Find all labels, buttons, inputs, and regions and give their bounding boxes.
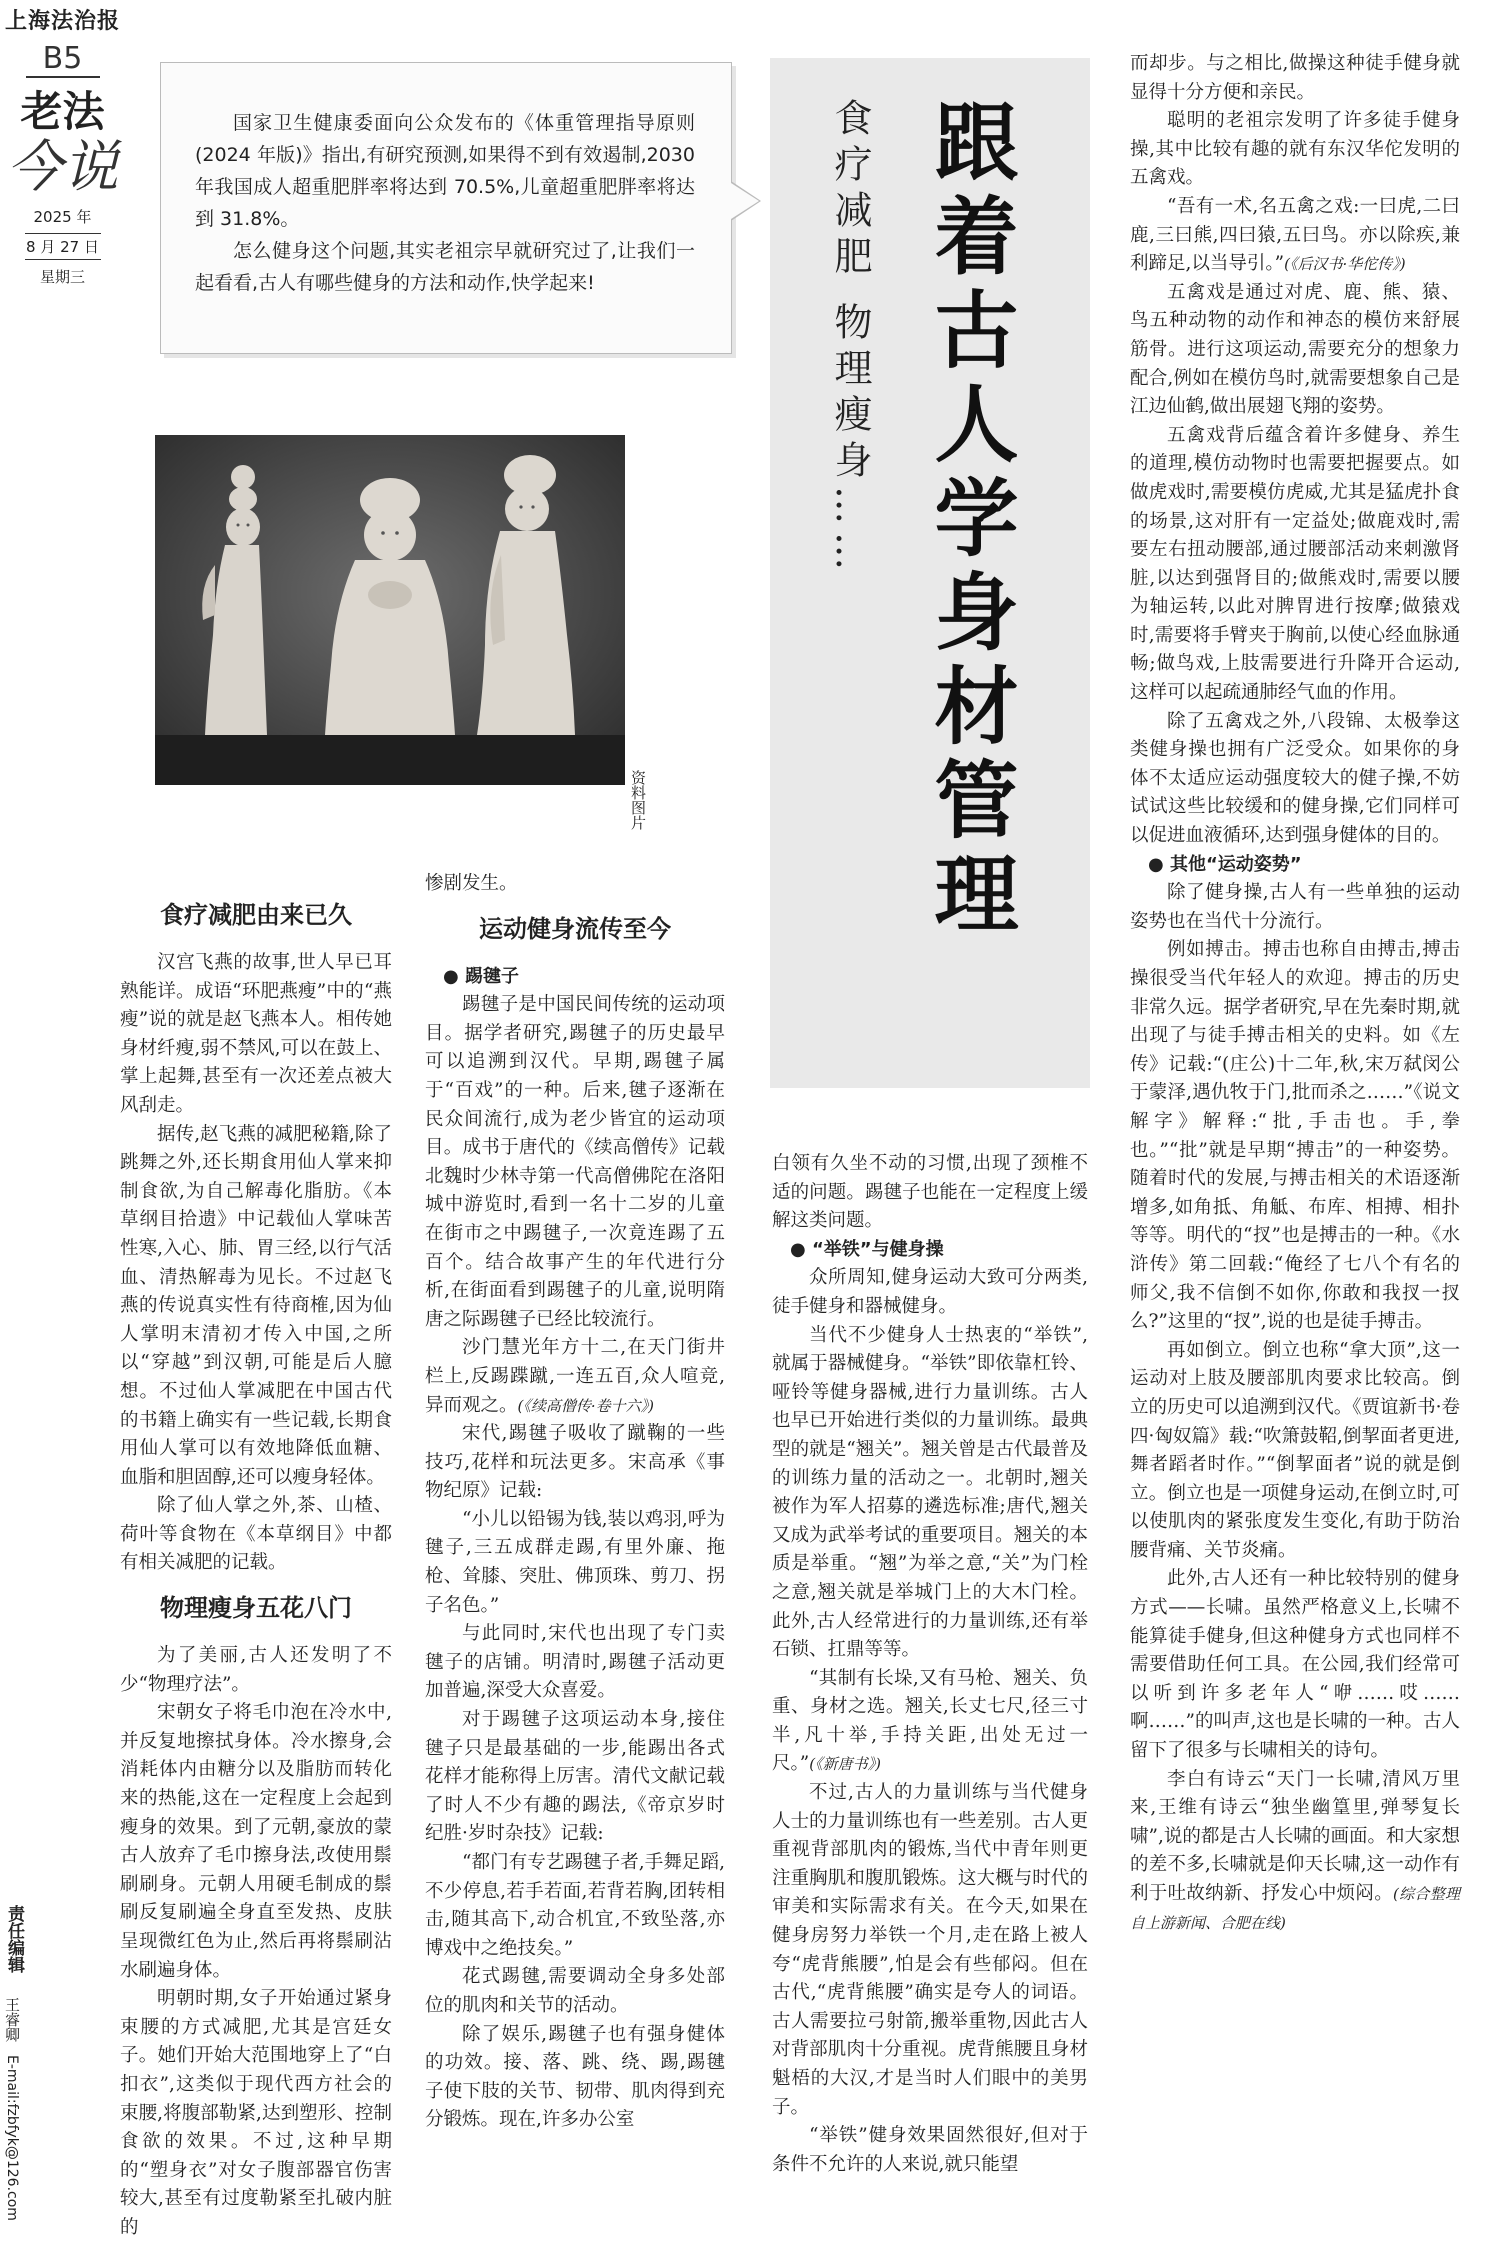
paragraph: 五禽戏背后蕴含着许多健身、养生的道理,模仿动物时也需要把握要点。如做虎戏时,需要模仿虎威,尤其是猛虎扑食的场景,这对肝有一定益处;做鹿戏时,需要左右扭动腰部,通过腰部活动来刺激肾脏,以达到强肾目的;做熊戏时,需要以腰为轴运转,以此对脾胃进行按摩;做猿戏时,需要将手臂夹于胸前,以使心经血脉通畅;做鸟戏,上肢需要进行升降开合运动,这样可以起疏通肺经气血的作用。 (1130, 424, 1460, 704)
paper-name: 上海法治报 (4, 8, 120, 34)
paragraph: 汉宫飞燕的故事,世人早已耳熟能详。成语“环肥燕瘦”中的“燕瘦”说的就是赵飞燕本人。相传她身材纤瘦,弱不禁风,可以在鼓上、掌上起舞,甚至有一次还差点被大风刮走。 (120, 952, 392, 1116)
paragraph: 而却步。与之相比,做操这种徒手健身就显得十分方便和亲民。 (1130, 53, 1460, 103)
paragraph: 聪明的老祖宗发明了许多徒手健身操,其中比较有趣的就有东汉华佗发明的五禽戏。 (1130, 110, 1460, 189)
paragraph: 除了娱乐,踢毽子也有强身健体的功效。接、落、跳、绕、踢,踢毽子使下肢的关节、韧带、肌肉得到充分锻炼。现在,许多办公室 (425, 2023, 725, 2131)
article-column-3 (772, 1150, 1088, 2179)
headline-title: 跟着古人学身材管理 (921, 98, 1020, 944)
subsection-heading: ● 其他“运动姿势” (1148, 853, 1302, 875)
paragraph: “举铁”健身效果固然很好,但对于条件不允许的人来说,就只能望 (772, 2125, 1088, 2175)
paragraph: 花式踢毽,需要调动全身多处部位的肌肉和关节的活动。 (425, 1966, 725, 2016)
paragraph: 与此同时,宋代也出现了专门卖毽子的店铺。明清时,踢毽子活动更加普遍,深受大众喜爱。 (425, 1623, 725, 1702)
section-heading: 运动健身流传至今 (479, 914, 671, 943)
quote-text: “吾有一术,名五禽之戏:一曰虎,二曰鹿,三曰熊,四曰猿,五曰鸟。亦以除疾,兼利蹄足,以当导引。” (1130, 195, 1460, 275)
quote-source: (《续高僧传·卷十六》) (517, 1396, 654, 1415)
figurines-photo (155, 435, 625, 785)
photo-caption: 资料图片 (629, 770, 647, 830)
column-name-line1: 老法 (20, 87, 105, 136)
intro-box (160, 62, 732, 354)
masthead (0, 0, 125, 400)
editor-name: 王睿卿 (3, 1997, 21, 2042)
paragraph: 五禽戏是通过对虎、鹿、熊、猿、鸟五种动物的动作和神态的模仿来舒展筋骨。进行这项运动,需要充分的想象力配合,例如在模仿鸟时,就需要想象自己是江边仙鹤,做出展翅飞翔的姿势。 (1130, 281, 1460, 418)
paragraph: 众所周知,健身运动大致可分两类,徒手健身和器械健身。 (772, 1267, 1088, 1317)
paragraph: 据传,赵飞燕的减肥秘籍,除了跳舞之外,还长期食用仙人掌来抑制食欲,为自己解毒化脂肪。《本草纲目拾遗》中记载仙人掌味苦性寒,入心、肺、胃三经,以行气活血、清热解毒为见长。不过赵飞燕的传说真实性有待商榷,因为仙人掌明末清初才传入中国,之所以“穿越”到汉朝,可能是后人臆想。不过仙人掌减肥在中国古代的书籍上确实有一些记载,长期食用仙人掌可以有效地降低血糖、血脂和胆固醇,还可以瘦身轻体。 (120, 1123, 392, 1488)
subsection-heading: ● 踢毽子 (443, 965, 519, 987)
paragraph: 踢毽子是中国民间传统的运动项目。据学者研究,踢毽子的历史最早可以追溯到汉代。早期,踢毽子属于“百戏”的一种。后来,毽子逐渐在民众间流行,成为老少皆宜的运动项目。成书于唐代的《续高僧传》记载北魏时少林寺第一代高僧佛陀在洛阳城中游览时,看到一名十二岁的儿童在街市之中踢毽子,一次竟连踢了五百个。结合故事产生的年代进行分析,在街面看到踢毽子的儿童,说明隋唐之际踢毽子已经比较流行。 (425, 994, 725, 1330)
date-month-day: 8 月 27 日 (25, 233, 101, 260)
article-column-1 (120, 885, 392, 2243)
quote-text: “小儿以铅锡为钱,装以鸡羽,呼为毽子,三五成群走踢,有里外廉、拖枪、耸膝、突肚、佛顶珠、剪刀、拐子名色。” (425, 1508, 725, 1616)
article-column-4 (1130, 50, 1460, 1937)
quote-text: “都门有专艺踢毽子者,手舞足蹈,不少停息,若手若面,若背若胸,团转相击,随其高下,动合机宜,不致坠落,亦博戏中之绝技矣。” (425, 1852, 725, 1959)
page-number: B5 (26, 41, 100, 78)
quote (425, 1334, 725, 1420)
article-source: (综合整理自上游新闻、合肥在线) (1130, 1885, 1460, 1932)
paragraph: 再如倒立。倒立也称“拿大顶”,这一运动对上肢及腰部肌肉要求比较高。倒立的历史可以追溯到汉代。《贾谊新书·卷四·匈奴篇》载:“吹箫鼓鞀,倒挈面者更进,舞者蹈者时作。”“倒挈面者”说的就是倒立。倒立也是一项健身运动,在倒立时,可以使肌肉的紧张度发生变化,有助于防治腰背痛、关节炎痛。 (1130, 1339, 1460, 1561)
paragraph: 明朝时期,女子开始通过紧身束腰的方式减肥,尤其是宫廷女子。她们开始大范围地穿上了“白扣衣”,这类似于现代西方社会的束腰,将腹部勒紧,达到塑形、控制食欲的效果。不过,这种早期的“塑身衣”对女子腹部器官伤害较大,甚至有过度勒紧至扎破内脏的 (120, 1988, 392, 2238)
weekday: 星期三 (39, 268, 85, 286)
intro-paragraph: 怎么健身这个问题,其实老祖宗早就研究过了,让我们一起看看,古人有哪些健身的方法和动作,快学起来! (195, 240, 695, 294)
date-year: 2025 年 (33, 208, 92, 226)
figurines-illustration (155, 435, 625, 785)
quote-source: (《新唐书》) (809, 1755, 881, 1774)
paragraph: 白领有久坐不动的习惯,出现了颈椎不适的问题。踢毽子也能在一定程度上缓解这类问题。 (772, 1153, 1088, 1232)
paragraph: 当代不少健身人士热衷的“举铁”,就属于器械健身。“举铁”即依靠杠铃、哑铃等健身器械,进行力量训练。古人也早已开始进行类似的力量训练。最典型的就是“翘关”。翘关曾是古代最普及的训练力量的活动之一。北朝时,翘关被作为军人招募的遴选标准;唐代,翘关又成为武举考试的重要项目。翘关的本质是举重。“翘”为举之意,“关”为门栓之意,翘关就是举城门上的大木门栓。此外,古人经常进行的力量训练,还有举石锁、扛鼎等等。 (772, 1324, 1088, 1661)
section-heading: 物理瘦身五花八门 (160, 1594, 352, 1623)
editor-label: 责任编辑 (4, 1905, 24, 1973)
intro-paragraph: 国家卫生健康委面向公众发布的《体重管理指导原则(2024 年版)》指出,有研究预测,如果得不到有效遏制,2030 年我国成人超重肥胖率将达到 70.5%,儿童超重肥胖率将达到 31.8%。 (195, 112, 695, 230)
paragraph: 除了五禽戏之外,八段锦、太极拳这类健身操也拥有广泛受众。如果你的身体不太适应运动强度较大的健子操,不妨试试这些比较缓和的健身操,它们同样可以促进血液循环,达到强身健体的目的。 (1130, 710, 1460, 847)
quote-text: “其制有长垛,又有马枪、翘关、负重、身材之选。翘关,长丈七尺,径三寸半,凡十举,手持关距,出处无过一尺。” (772, 1667, 1088, 1775)
section-heading: 食疗减肥由来已久 (160, 901, 352, 929)
paragraph: 为了美丽,古人还发明了不少“物理疗法”。 (120, 1645, 392, 1695)
paragraph: 此外,古人还有一种比较特别的健身方式——长啸。虽然严格意义上,长啸不能算徒手健身,但这种健身方式也同样不需要借助任何工具。在公园,我们经常可以听到许多老年人“咿……哎……啊……”的叫声,这也是长啸的一种。古人留下了很多与长啸相关的诗句。 (1130, 1568, 1460, 1762)
editor-info (0, 1905, 40, 2245)
quote (1130, 193, 1460, 279)
paragraph: 除了仙人掌之外,茶、山楂、荷叶等食物在《本草纲目》中都有相关减肥的记载。 (120, 1495, 392, 1574)
paragraph: 例如搏击。搏击也称自由搏击,搏击操很受当代年轻人的欢迎。搏击的历史非常久远。据学者研究,早在先秦时期,就出现了与徒手搏击相关的史料。如《左传》记载:“(庄公)十二年,秋,宋万弑闵公于蒙泽,遇仇牧于门,批而杀之……”《说文解字》解释:“批,手击也。手,拳也。”“批”就是早期“搏击”的一种姿势。随着时代的发展,与搏击相关的术语逐渐增多,如角抵、角觝、布库、相搏、相扑等等。明代的“扠”也是搏击的一种。《水浒传》第二回载:“俺经了七八个有名的师父,我不信倒不如你,你敢和我扠一扠么?”这里的“扠”,说的也是徒手搏击。 (1130, 939, 1460, 1333)
headline-subtitle: 食疗减肥 物理瘦身…… (828, 98, 872, 579)
paragraph: 惨剧发生。 (425, 873, 518, 894)
paragraph: 除了健身操,古人有一些单独的运动姿势也在当代十分流行。 (1130, 882, 1460, 932)
quote (772, 1665, 1088, 1779)
paragraph: 宋朝女子将毛巾泡在冷水中,并反复地擦拭身体。冷水擦身,会消耗体内由糖分以及脂肪而转化来的热能,这在一定程度上会起到瘦身的效果。到了元朝,豪放的蒙古人放弃了毛巾擦身法,改使用鬃刷刷身。元朝人用硬毛制成的鬃刷反复刷遍全身直至发热、皮肤呈现微红色为止,然后再将鬃刷沾水刷遍身体。 (120, 1702, 392, 1981)
paragraph-text: 李白有诗云“天门一长啸,清风万里来,王维有诗云“独坐幽篁里,弹琴复长啸”,说的都是古人长啸的画面。和大家想的差不多,长啸就是仰天长啸,这一动作有利于吐故纳新、抒发心中烦闷。 (1130, 1768, 1460, 1904)
editor-email: E-mail:fzbfyk@126.com (4, 2055, 20, 2221)
paragraph (1130, 1766, 1460, 1938)
paragraph: 宋代,踢毽子吸收了蹴鞠的一些技巧,花样和玩法更多。宋高承《事物纪原》记载: (425, 1423, 725, 1502)
column-name-line2: 今说 (6, 135, 119, 200)
quote-source: (《后汉书·华佗传》) (1284, 255, 1406, 274)
subsection-heading: ● “举铁”与健身操 (790, 1238, 944, 1260)
headline-banner (770, 58, 1090, 1088)
article-column-2 (425, 870, 725, 2135)
paragraph: 对于踢毽子这项运动本身,接住毽子只是最基础的一步,能踢出各式花样才能称得上厉害。清代文献记载了时人不少有趣的踢法,《帝京岁时纪胜·岁时杂技》记载: (425, 1709, 725, 1845)
quote-text: 沙门慧光年方十二,在天门街井栏上,反踢蹀蹴,一连五百,众人喧竞,异而观之。 (425, 1337, 725, 1416)
paragraph: 不过,古人的力量训练与当代健身人士的力量训练也有一些差别。古人更重视背部肌肉的锻炼,当代中青年则更注重胸肌和腹肌锻炼。这大概与时代的审美和实际需求有关。在今天,如果在健身房努力举铁一个月,走在路上被人夸“虎背熊腰”,怕是会有些郁闷。但在古代,“虎背熊腰”确实是夸人的词语。古人需要拉弓射箭,搬举重物,因此古人对背部肌肉十分重视。虎背熊腰且身材魁梧的大汉,才是当时人们眼中的美男子。 (772, 1782, 1088, 2118)
